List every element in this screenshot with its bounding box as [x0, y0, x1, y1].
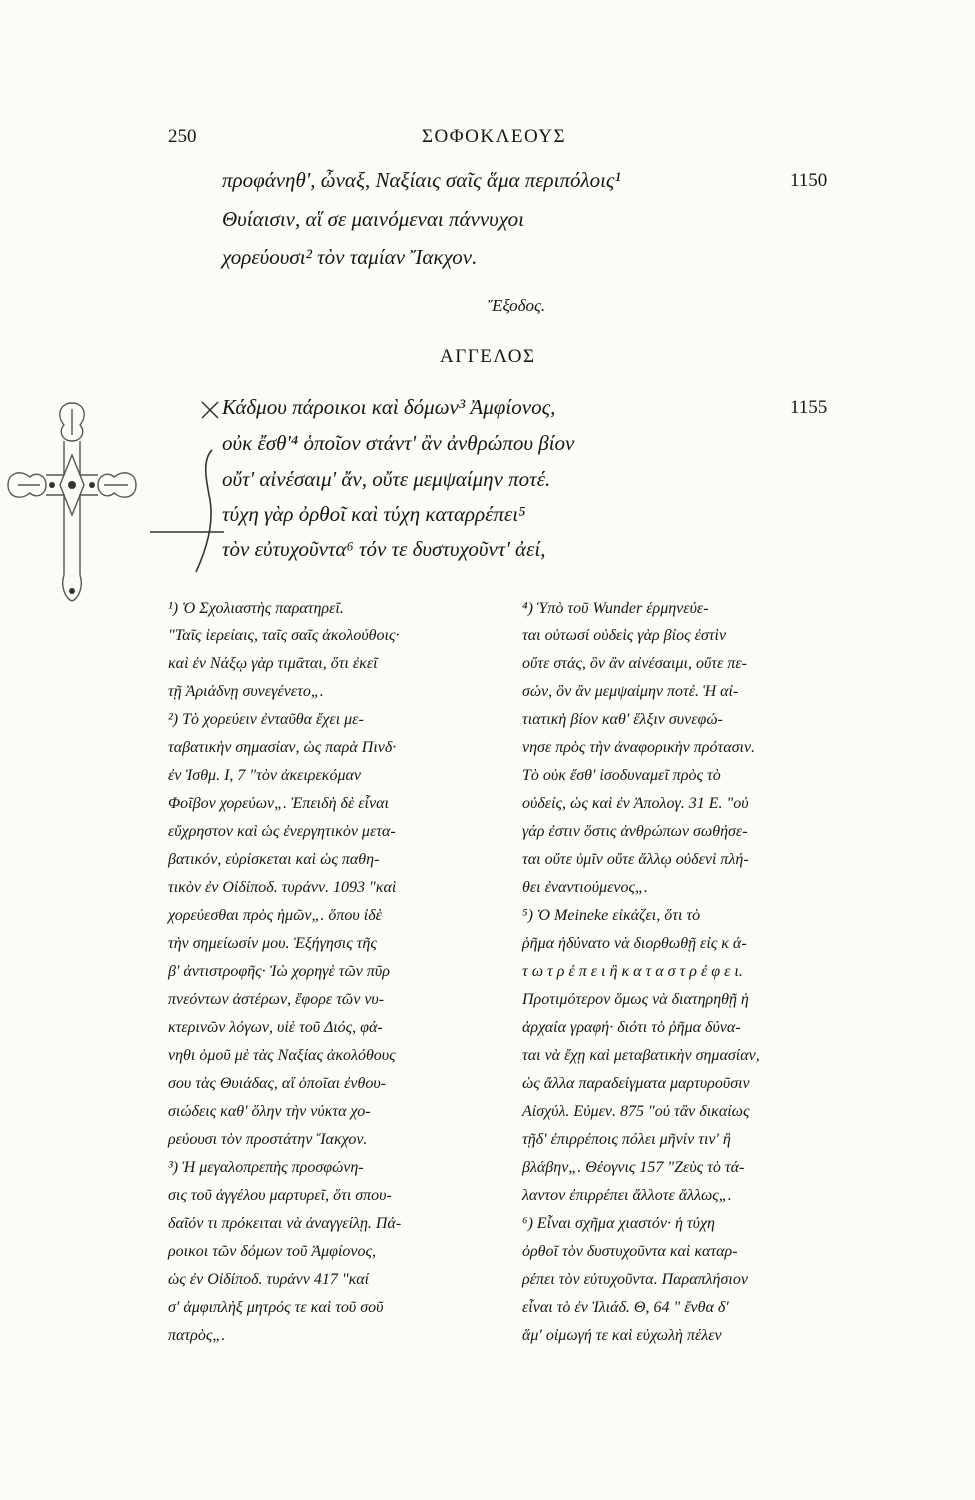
footnote-line: οὐδείς, ὡς καὶ ἐν Ἀπολογ. 31 Ε. "οὐ — [522, 795, 749, 812]
footnote-line: ³) Ἡ μεγαλοπρεπὴς προσφώνη- — [168, 1159, 364, 1176]
footnote-line: ἀρχαία γραφή· διότι τὸ ῥῆμα δύνα- — [522, 1019, 741, 1036]
footnote-line: σου τὰς Θυιάδας, αἵ ὁποῖαι ἐνθου- — [168, 1075, 387, 1092]
footnote-line: ροικοι τῶν δόμων τοῦ Ἀμφίονος, — [168, 1243, 377, 1260]
footnote-line: λαντον ἐπιρρέπει ἄλλοτε ἄλλως„. — [522, 1187, 732, 1204]
footnote-line: νηθι ὁμοῦ μὲ τὰς Ναξίας ἀκολόθους — [168, 1047, 396, 1064]
verse-line: Κάδμου πάροικοι καὶ δόμων³ Ἀμφίονος, — [222, 395, 556, 419]
footnote-line: τῇδ' ἐπιρρέποις πόλει μῆνίν τιν' ἢ — [522, 1131, 731, 1148]
footnote-line: εὔχρηστον καὶ ὡς ἐνεργητικὸν μετα- — [168, 823, 396, 840]
verse-line: οὐκ ἔσθ'⁴ ὁποῖον στάντ' ἂν ἀνθρώπου βίον — [222, 431, 575, 455]
running-title: ΣΟΦΟΚΛΕΟΥΣ — [422, 126, 567, 147]
page-number: 250 — [168, 126, 197, 147]
footnote-line: νησε πρὸς τὴν ἀναφορικὴν πρότασιν. — [522, 739, 756, 756]
footnote-line: ἐν Ἰσθμ. Ι, 7 "τὸν ἀκειρεκόμαν — [168, 767, 361, 784]
footnote-line: τικὸν ἐν Οἰδίποδ. τυράνν. 1093 "καὶ — [168, 879, 397, 896]
footnote-line: ρεύουσι τὸν προστάτην Ἴακχον. — [168, 1131, 368, 1148]
footnote-line: ⁶) Εἶναι σχῆμα χιαστόν· ἡ τύχη — [522, 1215, 715, 1232]
footnote-line: τὴν σημείωσίν μου. Ἐξήγησις τῆς — [168, 935, 377, 952]
footnote-line: ¹) Ὁ Σχολιαστὴς παρατηρεῖ. — [168, 600, 344, 617]
footnote-line: ὡς ἐν Οἰδίποδ. τυράνν 417 "καί — [168, 1271, 370, 1288]
footnote-line: ῥῆμα ἠδύνατο νὰ διορθωθῇ εἰς κ ά- — [522, 935, 747, 952]
footnote-line: ται οὔτε ὑμῖν οὔτε ἄλλῳ οὐδενὶ πλή- — [522, 851, 749, 868]
footnote-line: σιώδεις καθ' ὅλην τὴν νύκτα χο- — [168, 1103, 371, 1120]
footnote-line: "Ταῖς ἱερείαις, ταῖς σαῖς ἀκολούθοις· — [168, 627, 400, 644]
footnote-line: Τὸ οὐκ ἔσθ' ἰσοδυναμεῖ πρὸς τὸ — [522, 767, 721, 784]
footnote-line: ⁵) Ὁ Meineke εἰκάζει, ὅτι τὸ — [522, 907, 701, 924]
footnote-line: ²) Τὸ χορεύειν ἐνταῦθα ἔχει με- — [168, 711, 364, 728]
verse-line: Θυίαισιν, αἵ σε μαινόμεναι πάννυχοι — [222, 207, 524, 231]
footnote-line: Αἰσχύλ. Εὐμεν. 875 "οὐ τἂν δικαίως — [522, 1103, 750, 1120]
speaker-name: ΑΓΓΕΛΟΣ — [440, 346, 536, 367]
footnote-line: σις τοῦ ἀγγέλου μαρτυρεῖ, ὅτι σπου- — [168, 1187, 392, 1204]
footnote-line: τῇ Ἀριάδνῃ συνεγένετο„. — [168, 683, 324, 700]
section-heading: Ἔξοδος. — [488, 296, 546, 315]
footnote-line: χορεύεσθαι πρὸς ἡμῶν„. ὅπου ἰδὲ — [168, 907, 382, 924]
footnote-line: γάρ ἐστιν ὅστις ἀνθρώπων σωθήσε- — [522, 823, 748, 840]
footnote-line: Προτιμότερον ὅμως νὰ διατηρηθῇ ἡ — [522, 991, 749, 1008]
cross-mark-icon — [198, 398, 222, 422]
footnote-line: εἶναι τὸ ἐν Ἰλιάδ. Θ, 64 " ἔνθα δ' — [522, 1299, 729, 1316]
footnote-line: ὀρθοῖ τὸν δυστυχοῦντα καὶ καταρ- — [522, 1243, 738, 1260]
footnote-line: βλάβην„. Θέογνις 157 "Ζεὺς τὸ τά- — [522, 1159, 745, 1176]
footnote-line: β' ἀντιστροφῆς· Ἰὼ χορηγὲ τῶν πῦρ — [168, 963, 390, 980]
footnote-line: τ ω τ ρ έ π ε ι ἢ κ α τ α σ τ ρ έ φ ε ι. — [522, 963, 743, 980]
footnote-line: ταβατικὴν σημασίαν, ὡς παρὰ Πινδ· — [168, 739, 397, 756]
footnote-line: οὔτε στάς, ὃν ἂν αἰνέσαιμι, οὔτε πε- — [522, 655, 747, 672]
footnote-line: καὶ ἐν Νάξῳ γὰρ τιμᾶται, ὅτι ἐκεῖ — [168, 655, 378, 672]
verse-line: οὔτ' αἰνέσαιμ' ἄν, οὔτε μεμψαίμην ποτέ. — [222, 467, 551, 491]
footnote-line: σ' ἀμφιπλὴξ μητρός τε καὶ τοῦ σοῦ — [168, 1299, 384, 1316]
footnote-line: πνεόντων ἀστέρων, ἔφορε τῶν νυ- — [168, 991, 385, 1008]
footnote-line: θει ἐναντιούμενος„. — [522, 879, 648, 896]
footnote-line: σών, ὃν ἂν μεμψαίμην ποτέ. Ἡ αἰ- — [522, 683, 739, 700]
footnote-line: τιατικὴ βίον καθ' ἕλξιν συνεφώ- — [522, 711, 723, 728]
footnote-line: βατικόν, εὑρίσκεται καὶ ὡς παθη- — [168, 851, 380, 868]
margin-bracket-mark — [150, 440, 230, 580]
verse-line: χορεύουσι² τὸν ταμίαν Ἴακχον. — [222, 245, 478, 269]
cross-drawing-icon — [0, 395, 160, 605]
line-number: 1150 — [790, 170, 828, 191]
footnote-line: ⁴) Ὑπὸ τοῦ Wunder ἑρμηνεύε- — [522, 600, 709, 617]
verse-line: τύχη γὰρ ὀρθοῖ καὶ τύχη καταρρέπει⁵ — [222, 502, 526, 526]
footnote-line: δαῖόν τι πρόκειται νὰ ἀναγγείλῃ. Πά- — [168, 1215, 402, 1232]
line-number: 1155 — [790, 397, 828, 418]
footnote-line: ρέπει τὸν εὐτυχοῦντα. Παραπλήσιον — [522, 1271, 748, 1288]
footnote-line: ται νὰ ἔχῃ καὶ μεταβατικὴν σημασίαν, — [522, 1047, 760, 1064]
footnote-line: κτερινῶν λόγων, υἱὲ τοῦ Διός, φά- — [168, 1019, 383, 1036]
footnote-line: ἅμ' οἰμωγή τε καὶ εὐχωλὴ πέλεν — [522, 1327, 722, 1344]
footnote-line: Φοῖβον χορεύων„. Ἐπειδὴ δὲ εἶναι — [168, 795, 389, 812]
verse-line: τὸν εὐτυχοῦντα⁶ τόν τε δυστυχοῦντ' ἀεί, — [222, 537, 546, 561]
footnote-line: ὡς ἄλλα παραδείγματα μαρτυροῦσιν — [522, 1075, 750, 1092]
footnote-line: ται οὑτωσί οὐδεὶς γὰρ βίος ἐστὶν — [522, 627, 727, 644]
footnote-line: πατρὸς„. — [168, 1327, 226, 1344]
verse-line: προφάνηθ', ὦναξ, Ναξίαις σαῖς ἅμα περιπόλοις¹ — [222, 168, 621, 192]
